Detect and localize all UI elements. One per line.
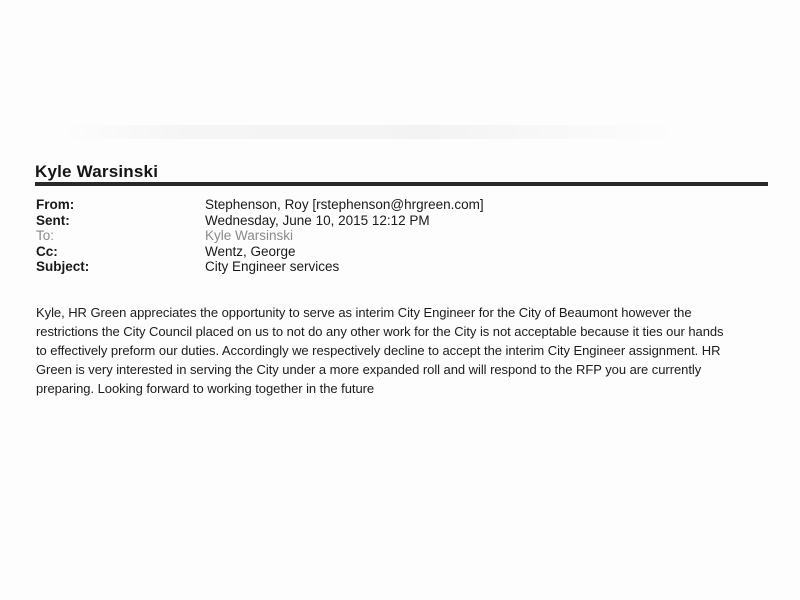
from-value: Stephenson, Roy [rstephenson@hrgreen.com] [205, 197, 484, 212]
header-divider [35, 182, 768, 186]
subject-row [36, 259, 736, 275]
sent-row [36, 213, 736, 229]
to-value: Kyle Warsinski [205, 228, 294, 243]
subject-value: City Engineer services [205, 259, 340, 274]
sent-label: Sent: [36, 212, 70, 228]
body-line: to effectively preform our duties. Accordingly we respectively decline to accept the interim City Engineer assignment. HR [36, 343, 721, 358]
cc-value: Wentz, George [205, 243, 296, 259]
body-line: Green is very interested in serving the City under a more expanded roll and will respond to the RFP you are currently [36, 362, 702, 377]
email-header-fields [36, 197, 736, 275]
cc-row [36, 244, 736, 260]
body-line: preparing. Looking forward to working together in the future [36, 381, 375, 396]
from-label: From: [36, 197, 75, 212]
body-line: Kyle, HR Green appreciates the opportunity to serve as interim City Engineer for the City of Beaumont however the [36, 305, 692, 320]
to-label: To: [36, 228, 55, 243]
mailbox-owner-name: Kyle Warsinski [35, 162, 159, 181]
scan-artifact [60, 125, 680, 139]
body-line: restrictions the City Council placed on us to not do any other work for the City is not acceptable because it ties our hands [36, 324, 724, 339]
sent-value: Wednesday, June 10, 2015 12:12 PM [205, 212, 430, 228]
subject-label: Subject: [36, 259, 90, 274]
from-row [36, 197, 736, 213]
email-body [36, 303, 771, 398]
to-row [36, 228, 736, 244]
cc-label: Cc: [36, 243, 58, 259]
